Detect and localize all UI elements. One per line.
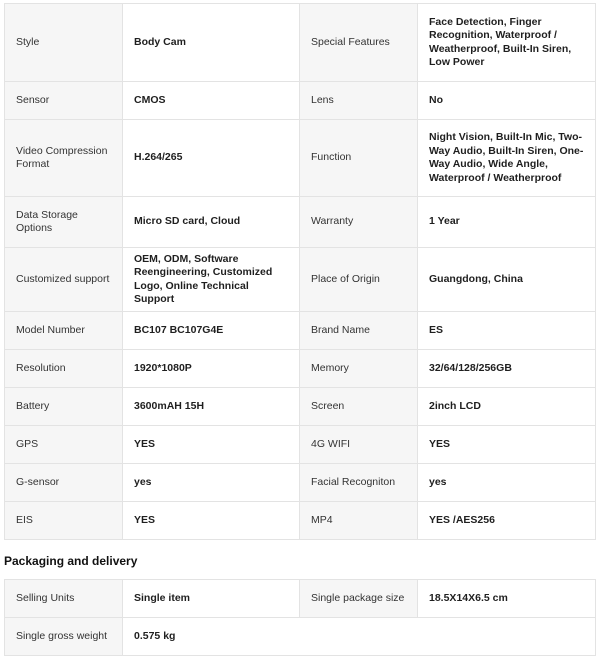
packaging-label: Selling Units — [5, 580, 123, 618]
spec-label: Data Storage Options — [5, 197, 123, 248]
spec-value: 1920*1080P — [123, 350, 300, 388]
spec-value: YES — [123, 426, 300, 464]
packaging-value: Single item — [123, 580, 300, 618]
packaging-value: 18.5X14X6.5 cm — [418, 580, 596, 618]
spec-value: 32/64/128/256GB — [418, 350, 596, 388]
spec-label: MP4 — [300, 502, 418, 540]
spec-label: Resolution — [5, 350, 123, 388]
spec-row-g-sensor — [5, 464, 596, 502]
spec-value: 3600mAH 15H — [123, 388, 300, 426]
specifications-table — [4, 3, 596, 540]
packaging-row-selling-units — [5, 580, 596, 618]
packaging-label: Single package size — [300, 580, 418, 618]
spec-value: YES /AES256 — [418, 502, 596, 540]
spec-value: H.264/265 — [123, 120, 300, 197]
spec-label: Battery — [5, 388, 123, 426]
spec-value: Guangdong, China — [418, 248, 596, 312]
spec-label: Facial Recogniton — [300, 464, 418, 502]
spec-row-resolution — [5, 350, 596, 388]
spec-value: YES — [418, 426, 596, 464]
spec-value: OEM, ODM, Software Reengineering, Customized Logo, Online Technical Support — [123, 248, 300, 312]
spec-value: CMOS — [123, 82, 300, 120]
spec-label: EIS — [5, 502, 123, 540]
spec-label: Video Compression Format — [5, 120, 123, 197]
spec-value: yes — [123, 464, 300, 502]
spec-row-battery — [5, 388, 596, 426]
spec-label: Model Number — [5, 312, 123, 350]
spec-value: Micro SD card, Cloud — [123, 197, 300, 248]
spec-value: ES — [418, 312, 596, 350]
packaging-table — [4, 579, 596, 656]
spec-row-video-compression — [5, 120, 596, 197]
spec-label: Lens — [300, 82, 418, 120]
spec-label: Screen — [300, 388, 418, 426]
spec-row-data-storage — [5, 197, 596, 248]
spec-value: No — [418, 82, 596, 120]
packaging-value: 0.575 kg — [123, 618, 596, 656]
spec-value: Face Detection, Finger Recognition, Waterproof / Weatherproof, Built-In Siren, Low Power — [418, 4, 596, 82]
spec-value: YES — [123, 502, 300, 540]
spec-label: Brand Name — [300, 312, 418, 350]
spec-label: 4G WIFI — [300, 426, 418, 464]
spec-row-style — [5, 4, 596, 82]
spec-label: Sensor — [5, 82, 123, 120]
spec-label: G-sensor — [5, 464, 123, 502]
spec-label: Special Features — [300, 4, 418, 82]
spec-value: 2inch LCD — [418, 388, 596, 426]
packaging-row-gross-weight — [5, 618, 596, 656]
spec-label: GPS — [5, 426, 123, 464]
spec-value: Body Cam — [123, 4, 300, 82]
spec-row-sensor — [5, 82, 596, 120]
spec-row-gps — [5, 426, 596, 464]
spec-row-customized-support — [5, 248, 596, 312]
packaging-section-title: Packaging and delivery — [4, 554, 138, 568]
spec-label: Memory — [300, 350, 418, 388]
spec-value: yes — [418, 464, 596, 502]
spec-label: Warranty — [300, 197, 418, 248]
packaging-label: Single gross weight — [5, 618, 123, 656]
spec-label: Customized support — [5, 248, 123, 312]
spec-value: Night Vision, Built-In Mic, Two-Way Audio, Built-In Siren, One-Way Audio, Wide Angle, Waterproof / Weatherproof — [418, 120, 596, 197]
spec-value: 1 Year — [418, 197, 596, 248]
spec-value: BC107 BC107G4E — [123, 312, 300, 350]
spec-row-eis — [5, 502, 596, 540]
spec-label: Place of Origin — [300, 248, 418, 312]
spec-label: Style — [5, 4, 123, 82]
spec-row-model-number — [5, 312, 596, 350]
spec-label: Function — [300, 120, 418, 197]
